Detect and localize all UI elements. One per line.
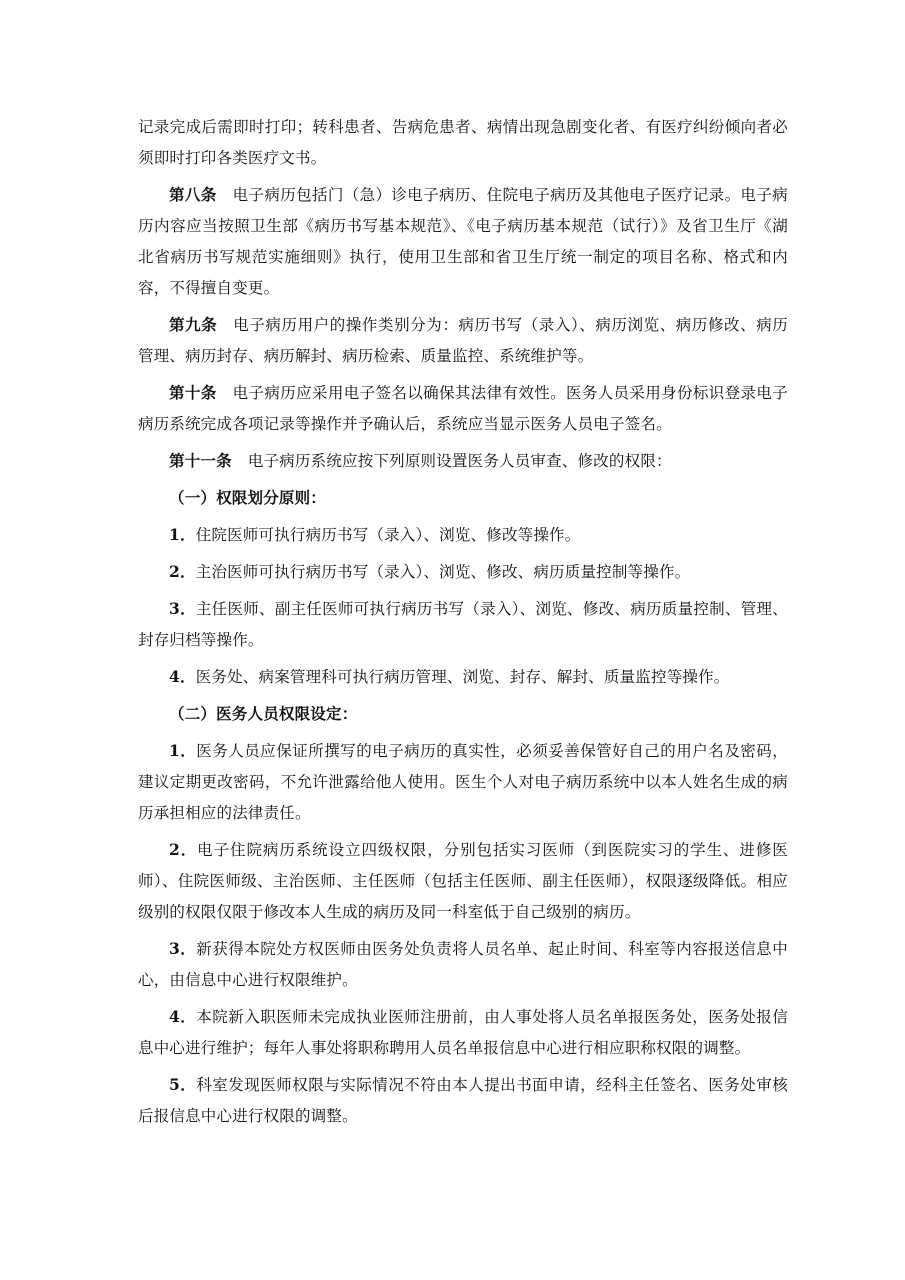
item-text: 主治医师可执行病历书写（录入）、浏览、修改、病历质量控制等操作。 [195, 563, 691, 581]
item-text: 主任医师、副主任医师可执行病历书写（录入）、浏览、修改、病历质量控制、管理、封存归档等操作。 [138, 600, 789, 649]
article-text: 电子病历用户的操作类别分为：病历书写（录入）、病历浏览、病历修改、病历管理、病历封存、病历解封、病历检索、质量监控、系统维护等。 [138, 316, 788, 365]
article-label: 第九条 [169, 315, 218, 334]
article-text: 电子病历应采用电子签名以确保其法律有效性。医务人员采用身份标识登录电子病历系统完成各项记录等操作并予确认后，系统应当显示医务人员电子签名。 [138, 384, 788, 433]
article-11 [138, 445, 788, 477]
article-label: 第八条 [169, 185, 217, 204]
item-text: 住院医师可执行病历书写（录入）、浏览、修改等操作。 [195, 526, 581, 544]
paragraph-text: 记录完成后需即时打印；转科患者、告病危患者、病情出现急剧变化者、有医疗纠纷倾向者必须即时打印各类医疗文书。 [138, 118, 788, 167]
list-item [138, 933, 788, 996]
document-body [138, 112, 788, 1132]
item-number: 3． [169, 939, 197, 958]
article-9 [138, 309, 788, 372]
section-heading-1 [138, 482, 788, 514]
item-number: 3． [169, 599, 196, 618]
paragraph-continuation [138, 112, 788, 174]
item-text: 科室发现医师权限与实际情况不符由本人提出书面申请，经科主任签名、医务处审核后报信息中心进行权限的调整。 [138, 1076, 789, 1125]
list-item [138, 661, 788, 693]
item-text: 本院新入职医师未完成执业医师注册前，由人事处将人员名单报医务处，医务处报信息中心进行维护；每年人事处将职称聘用人员名单报信息中心进行相应职称权限的调整。 [138, 1008, 789, 1057]
item-number: 1． [169, 525, 196, 544]
section-heading-2 [138, 698, 788, 730]
section-heading-text: （二）医务人员权限设定： [169, 704, 358, 723]
item-text: 医务处、病案管理科可执行病历管理、浏览、封存、解封、质量监控等操作。 [195, 668, 730, 686]
item-text: 医务人员应保证所撰写的电子病历的真实性，必须妥善保管好自己的用户名及密码，建议定期更改密码，不允许泄露给他人使用。医生个人对电子病历系统中以本人姓名生成的病历承担相应的法律责任。 [138, 742, 789, 822]
list-item [138, 593, 788, 656]
article-label: 第十一条 [169, 451, 232, 470]
article-text: 电子病历系统应按下列原则设置医务人员审查、修改的权限： [247, 452, 672, 470]
item-text: 新获得本院处方权医师由医务处负责将人员名单、起止时间、科室等内容报送信息中心，由信息中心进行权限维护。 [138, 940, 789, 989]
item-number: 1． [169, 741, 197, 760]
item-number: 2． [169, 840, 198, 859]
list-item [138, 519, 788, 551]
list-item [138, 1069, 788, 1132]
item-number: 5． [169, 1075, 197, 1094]
item-text: 电子住院病历系统设立四级权限，分别包括实习医师（到医院实习的学生、进修医师）、住院医师级、主治医师、主任医师（包括主任医师、副主任医师），权限逐级降低。相应级别的权限仅限于修改本人生成的病历及同一科室低于自己级别的病历。 [138, 841, 789, 921]
article-10 [138, 377, 788, 440]
article-text: 电子病历包括门（急）诊电子病历、住院电子病历及其他电子医疗记录。电子病历内容应当按照卫生部《病历书写基本规范》、《电子病历基本规范（试行）》及省卫生厅《湖北省病历书写规范实施细则》执行，使用卫生部和省卫生厅统一制定的项目名称、格式和内容，不得擅自变更。 [138, 186, 788, 297]
item-number: 4． [169, 1007, 197, 1026]
article-8 [138, 179, 788, 304]
article-label: 第十条 [169, 383, 217, 402]
item-number: 2． [169, 562, 196, 581]
list-item [138, 834, 788, 928]
item-number: 4． [169, 667, 196, 686]
section-heading-text: （一）权限划分原则： [169, 488, 327, 507]
list-item [138, 1001, 788, 1064]
list-item [138, 735, 788, 829]
list-item [138, 556, 788, 588]
